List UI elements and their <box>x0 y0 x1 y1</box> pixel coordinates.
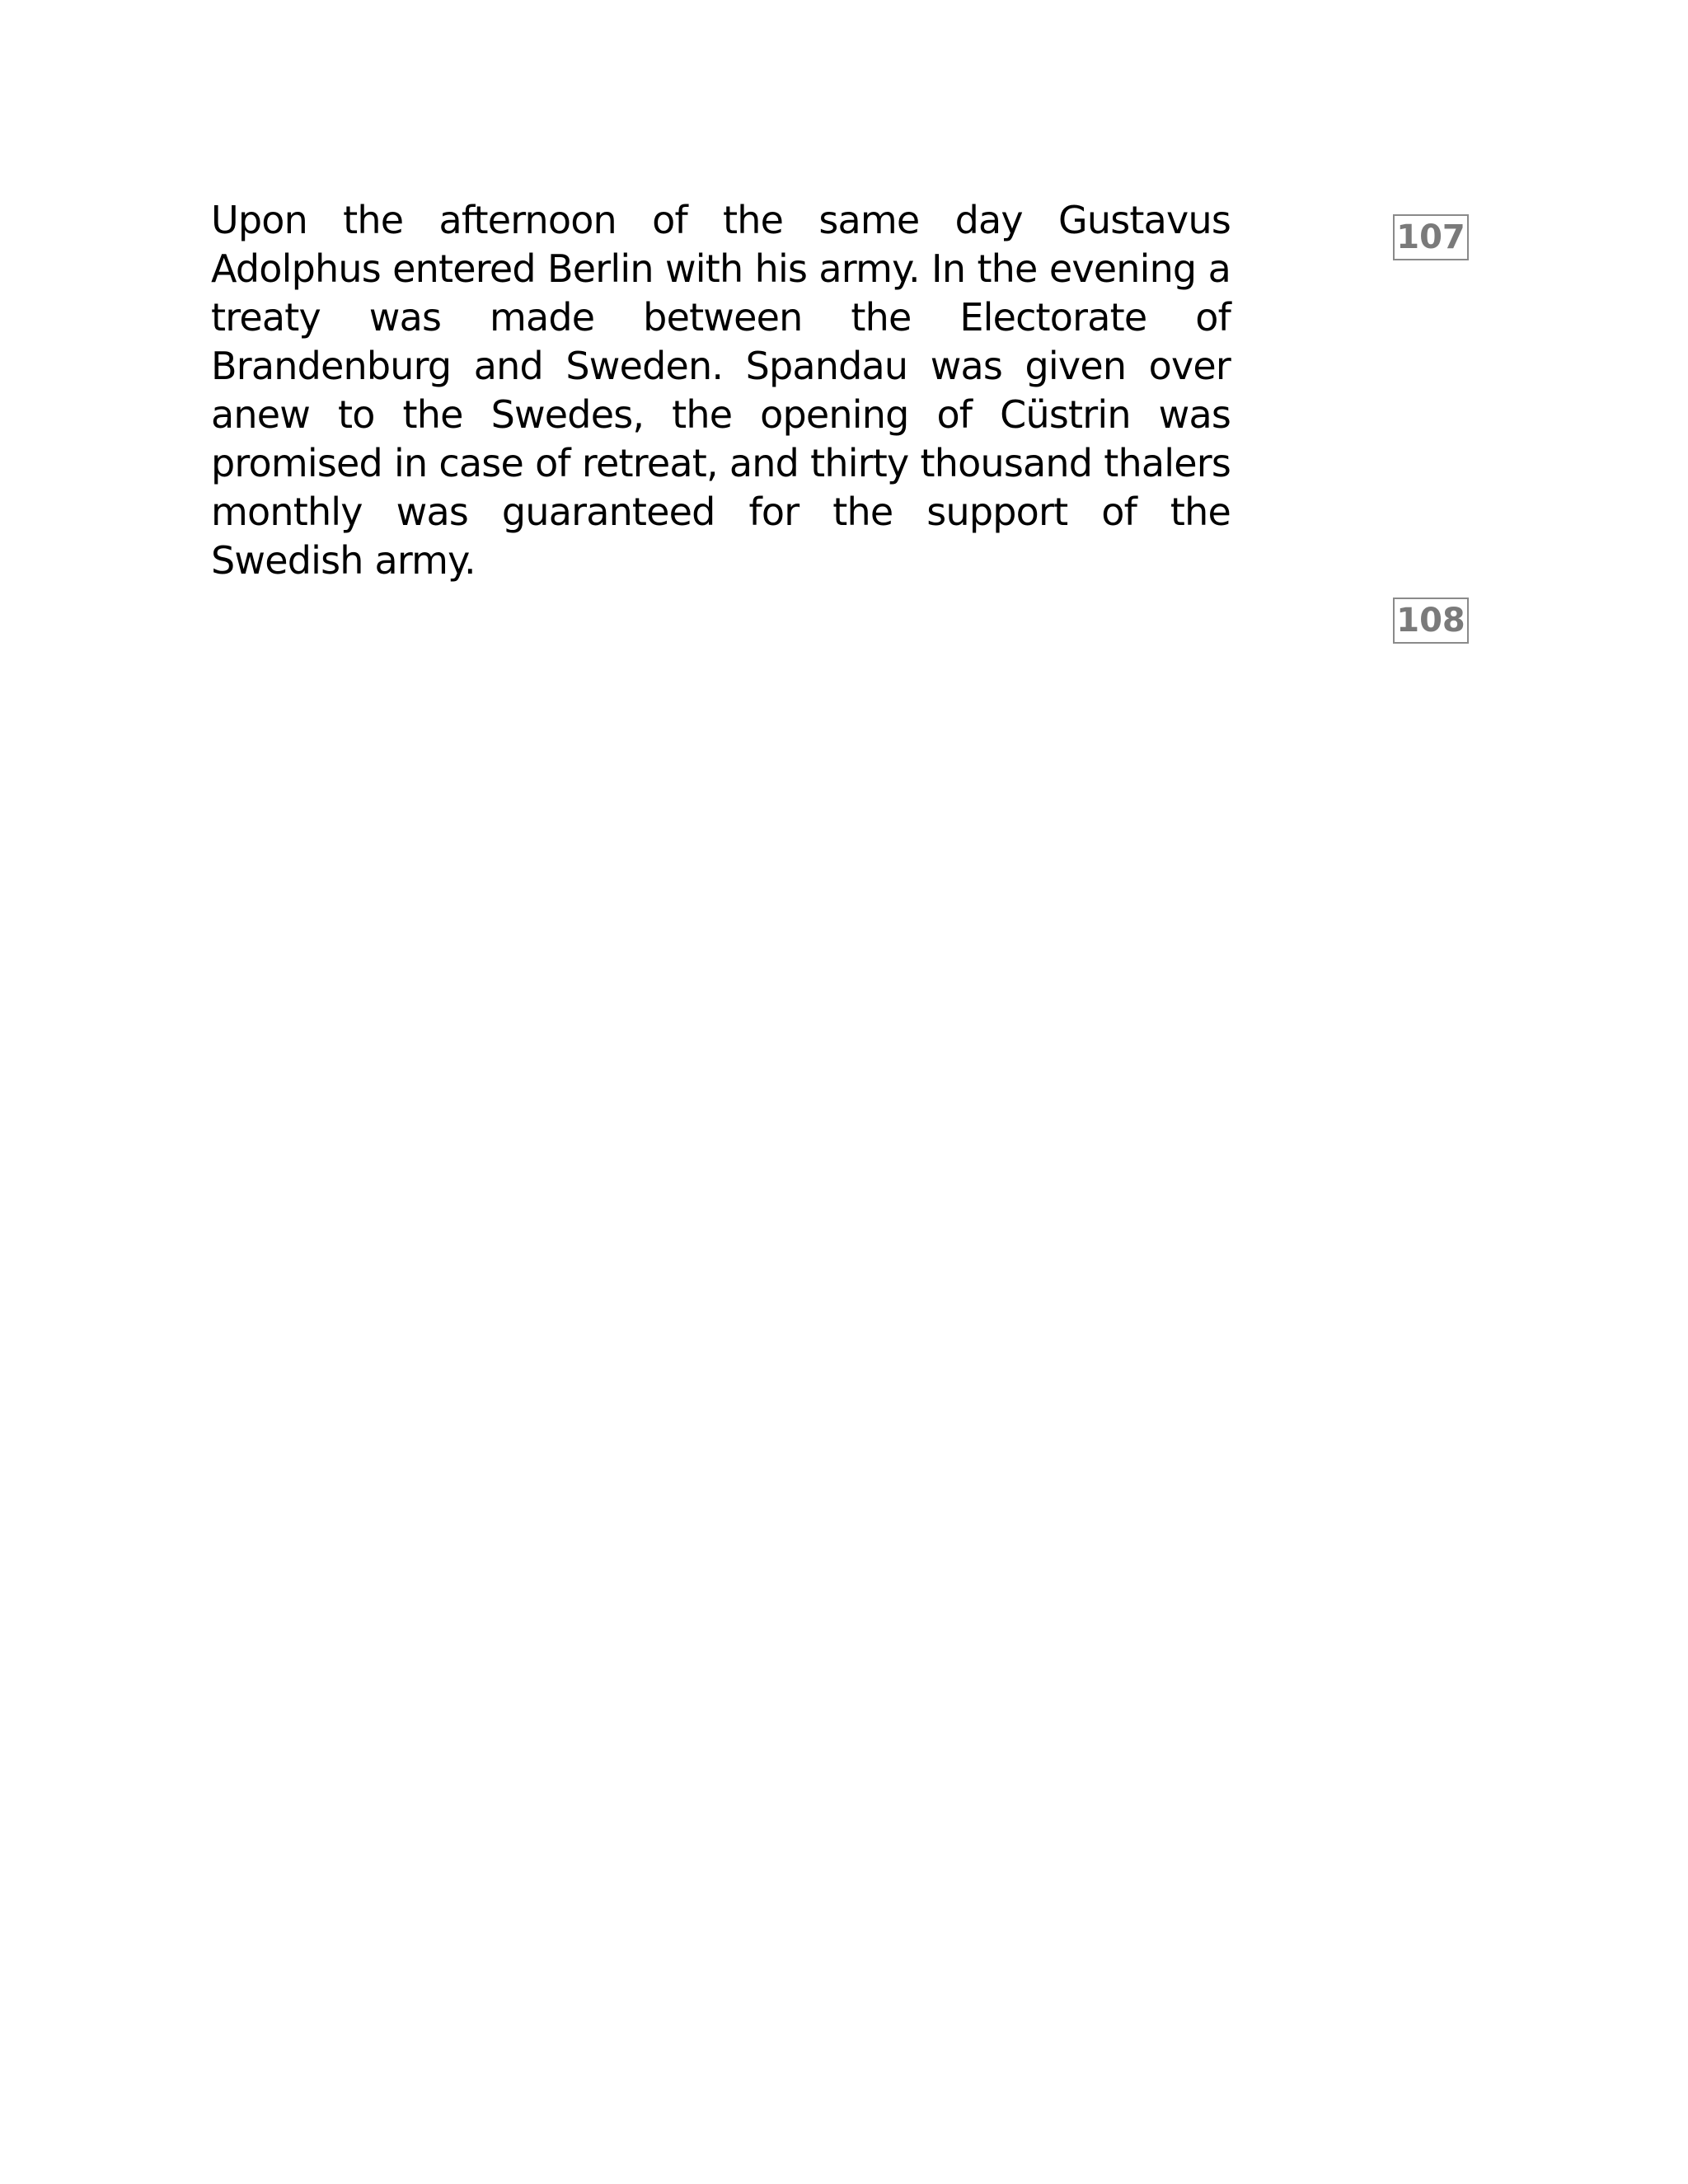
margin-page-number: 107 <box>1393 214 1469 260</box>
margin-page-number: 108 <box>1393 598 1469 644</box>
body-paragraph: Upon the afternoon of the same day Gustavus Adolphus entered Berlin with his army. In the evening a treaty was made between the Electorate of Brandenburg and Sweden. Spandau was given over anew to the Swedes, the opening of Cüstrin was promised in case of retreat, and thirty thousand thalers monthly was guaranteed for the support of the Swedish army. <box>211 198 1231 583</box>
